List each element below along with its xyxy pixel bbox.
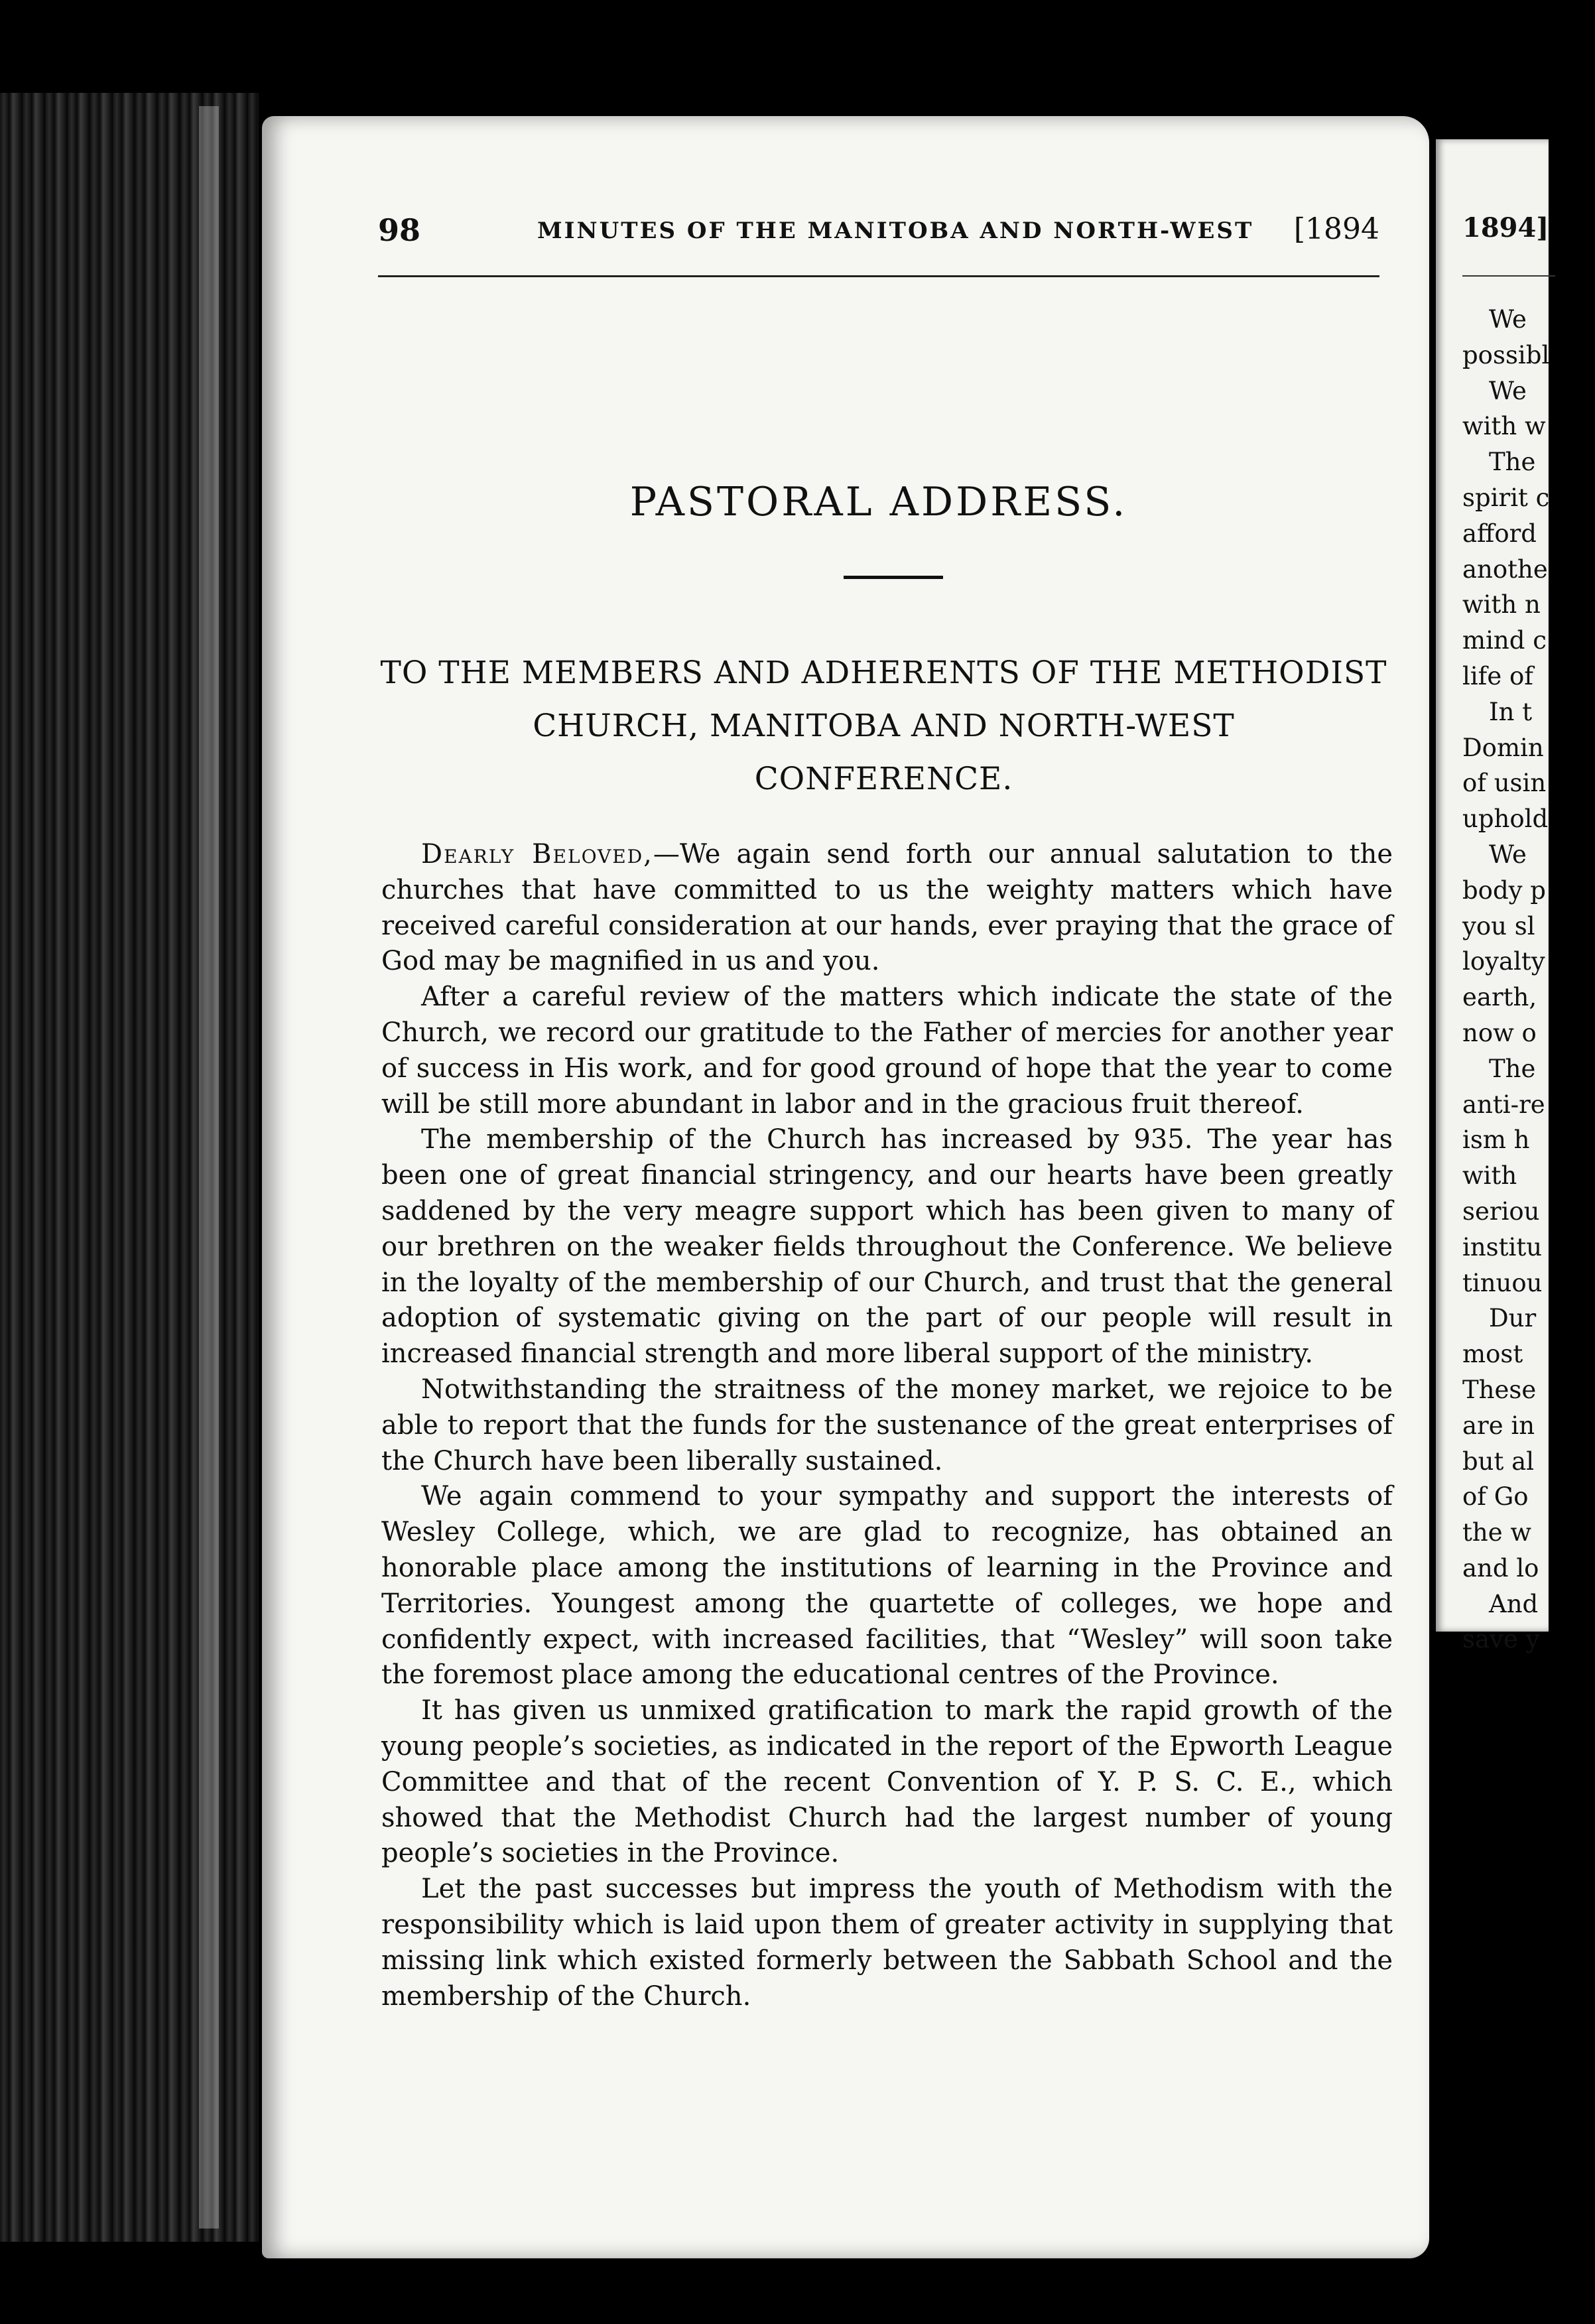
paragraph <box>381 837 1393 980</box>
facing-page-line: spirit c <box>1462 483 1550 512</box>
facing-page-line: In t <box>1489 697 1533 726</box>
facing-page-line: The <box>1489 1054 1536 1083</box>
facing-page-line: earth, <box>1462 983 1537 1012</box>
facing-page-line: ism h <box>1462 1126 1530 1155</box>
subtitle-line: TO THE MEMBERS AND ADHERENTS OF THE METHODIST <box>380 655 1387 691</box>
paragraph: Notwithstanding the straitness of the money market, we rejoice to be able to report that the funds for the sustenance of the great enterprises of the Church have been liberally sustained. <box>381 1374 1393 1476</box>
microfilm-spine-edge <box>0 93 259 2242</box>
facing-page-rule <box>1462 275 1555 277</box>
facing-page-line: We <box>1489 376 1527 405</box>
facing-page-line: We <box>1489 305 1527 334</box>
facing-page-line: and lo <box>1462 1553 1539 1582</box>
facing-page-line: of Go <box>1462 1482 1529 1512</box>
page-number: 98 <box>378 212 421 248</box>
facing-page-line: most <box>1462 1340 1523 1369</box>
facing-page-line: now o <box>1462 1018 1537 1047</box>
facing-page-line: These <box>1462 1375 1537 1404</box>
address-subtitle <box>378 647 1389 806</box>
facing-page-header: 1894] <box>1462 212 1549 243</box>
facing-page-line: uphold <box>1462 805 1549 834</box>
facing-page-line: Dur <box>1489 1304 1537 1333</box>
facing-page-line: body p <box>1462 875 1546 905</box>
facing-page-line: seriou <box>1462 1196 1540 1226</box>
facing-page-line: are in <box>1462 1411 1535 1440</box>
running-title: MINUTES OF THE MANITOBA AND NORTH-WEST <box>537 218 1254 244</box>
subtitle-line: CONFERENCE. <box>754 761 1013 797</box>
facing-page-line: afford <box>1462 519 1537 548</box>
paragraph: It has given us unmixed gratification to mark the rapid growth of the young people’s societies, as indicated in the report of the Epworth League Committee and that of the recent Convention of Y. P. S. C. E., which showed that the Methodist Church had the largest number of young people’s societies in the Province. <box>381 1695 1393 1869</box>
facing-page-line: possibl <box>1462 340 1550 369</box>
page-header <box>378 212 1379 252</box>
paragraph: After a careful review of the matters which indicate the state of the Church, we record our gratitude to the Father of mercies for another year of success in His work, and for good ground of hope that the year to come will be still more abundant in labor and in the gracious fruit thereof. <box>381 982 1393 1120</box>
facing-page-line: with n <box>1462 590 1541 619</box>
paragraph-text: —We again send forth our annual salutation to the churches that have committed to us the weighty matters which have received careful consideration at our hands, ever praying that the grace of God may be magnified in us and you. <box>381 839 1393 977</box>
facing-page-line: anti-re <box>1462 1090 1545 1119</box>
facing-page-line: anothe <box>1462 554 1548 584</box>
facing-page-line: We <box>1489 840 1527 869</box>
facing-page <box>1436 139 1550 1654</box>
facing-page-line: save y <box>1462 1625 1540 1654</box>
header-rule <box>378 275 1379 277</box>
facing-page-line: with w <box>1462 412 1546 441</box>
facing-page-line: tinuou <box>1462 1268 1543 1297</box>
facing-page-line: but al <box>1462 1447 1535 1476</box>
page-edge-strip <box>199 106 219 2228</box>
facing-page-line: of usin <box>1462 769 1547 798</box>
facing-page-line: with <box>1462 1161 1517 1191</box>
paragraph: The membership of the Church has increased by 935. The year has been one of great financial stringency, and our hearts have been greatly saddened by the very meagre support which has been given to many of our brethren on the weaker fields throughout the Conference. We believe in the loyalty of the membership of our Church, and trust that the general adoption of systematic giving on the part of our people will result in increased financial strength and more liberal support of the ministry. <box>381 1124 1393 1370</box>
salutation: Dearly Beloved, <box>421 839 653 870</box>
running-year: [1894 <box>1293 212 1379 246</box>
title-rule <box>844 576 943 579</box>
address-body <box>381 837 1393 2014</box>
facing-page-line: you sl <box>1462 911 1535 940</box>
facing-page-line: The <box>1489 448 1536 477</box>
facing-page-line: loyalty <box>1462 947 1545 976</box>
facing-page-line: the w <box>1462 1518 1532 1547</box>
facing-page-line: mind c <box>1462 626 1547 655</box>
page-title: PASTORAL ADDRESS. <box>629 479 1128 525</box>
paragraph: Let the past successes but impress the youth of Methodism with the responsibility which is laid upon them of greater activity in supplying that missing link which existed formerly between the Sabbath School and the membership of the Church. <box>381 1874 1393 2012</box>
facing-page-line: institu <box>1462 1232 1543 1261</box>
facing-page-text <box>1462 302 1595 1657</box>
facing-page-line: Domin <box>1462 733 1544 762</box>
subtitle-line: CHURCH, MANITOBA AND NORTH-WEST <box>533 708 1235 744</box>
paragraph: We again commend to your sympathy and support the interests of Wesley College, which, we are glad to recognize, has obtained an honorable place among the institutions of learning in the Province and Territories. Youngest among the quartette of colleges, we hope and confidently expect, with increased facilities, that “Wesley” will soon take the foremost place among the educational centres of the Province. <box>381 1481 1393 1691</box>
facing-page-line: life of <box>1462 661 1533 690</box>
facing-page-line: And <box>1489 1589 1539 1618</box>
